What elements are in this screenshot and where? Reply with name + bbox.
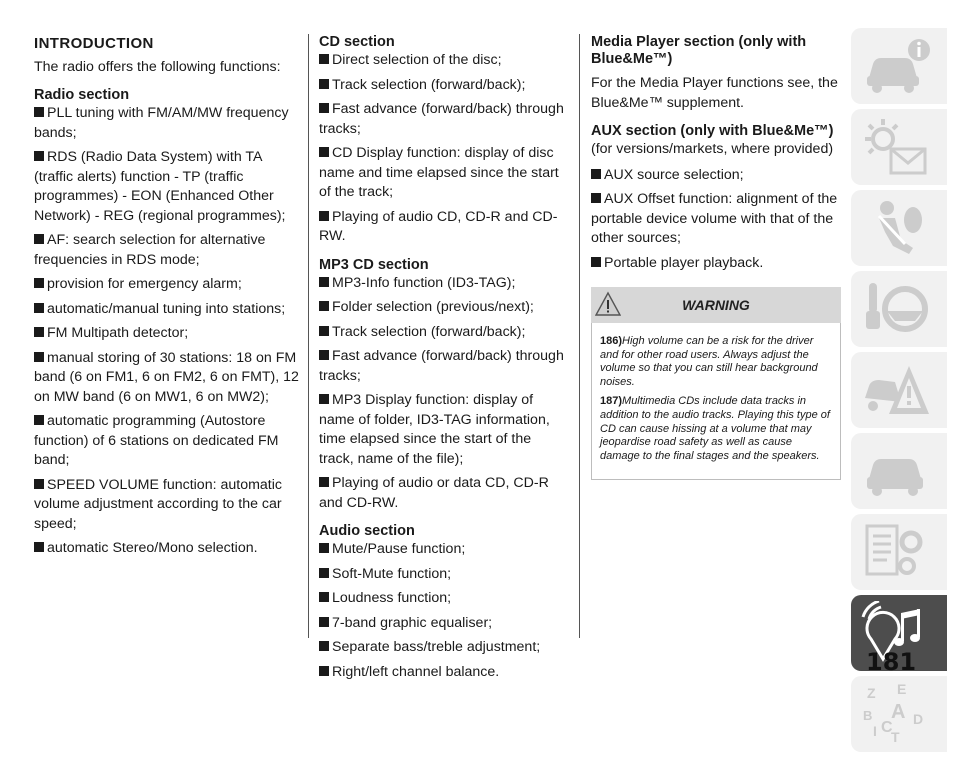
checkbox-bullet-icon (319, 211, 329, 221)
index-icon (861, 682, 931, 746)
checkbox-bullet-icon (34, 415, 44, 425)
svg-text:I: I (873, 723, 877, 739)
list-item: MP3-Info function (ID3-TAG); (319, 274, 569, 294)
warning-lights-icon (861, 115, 931, 179)
cd-section-heading: CD section (319, 34, 395, 50)
checkbox-bullet-icon (34, 107, 44, 117)
checkbox-bullet-icon (34, 151, 44, 161)
tab-emergency[interactable] (851, 352, 947, 428)
cd-list (319, 51, 569, 247)
media-section-heading: Media Player section (only with Blue&Me™) (591, 34, 807, 67)
list-item: Loudness function; (319, 589, 569, 609)
list-item: SPEED VOLUME function: automatic volume adjustment according to the car speed; (34, 476, 282, 532)
warning-item: 186)High volume can be a risk for the driver and for other road users. Always adjust the volume so that you can still hear background noises. (600, 335, 818, 388)
checkbox-bullet-icon (319, 79, 329, 89)
svg-text:T: T (891, 729, 900, 745)
checkbox-bullet-icon (319, 277, 329, 287)
tab-maintenance[interactable] (851, 433, 947, 509)
list-item: Track selection (forward/back); (319, 76, 569, 96)
list-item: automatic/manual tuning into stations; (34, 300, 302, 320)
checkbox-bullet-icon (319, 477, 329, 487)
checkbox-bullet-icon (319, 666, 329, 676)
list-item: Right/left channel balance. (319, 663, 569, 683)
checkbox-bullet-icon (34, 303, 44, 313)
safety-airbag-icon (861, 196, 931, 260)
list-item: Separate bass/treble adjustment; (319, 638, 569, 658)
checkbox-bullet-icon (34, 479, 44, 489)
section-title: INTRODUCTION (34, 35, 154, 52)
checkbox-bullet-icon (319, 543, 329, 553)
list-item: manual storing of 30 stations: 18 on FM band (6 on FM1, 6 on FM2, 6 on FMT), 12 on MW band (6 on MW1, 6 on MW2); (34, 349, 299, 405)
list-item: Portable player playback. (591, 254, 841, 274)
list-item: 7-band graphic equaliser; (319, 614, 569, 634)
warning-body (591, 323, 841, 480)
column-media-aux (591, 34, 841, 480)
list-item: CD Display function: display of disc name and time elapsed since the start of the track; (319, 145, 559, 200)
svg-text:B: B (863, 708, 873, 723)
svg-text:C: C (881, 719, 893, 736)
list-item: FM Multipath detector; (34, 324, 302, 344)
list-item: AUX source selection; (591, 166, 841, 186)
tab-starting-driving[interactable] (851, 271, 947, 347)
radio-section-heading: Radio section (34, 87, 130, 103)
warning-title: WARNING (682, 297, 750, 313)
mp3-section-heading: MP3 CD section (319, 256, 429, 273)
checkbox-bullet-icon (319, 641, 329, 651)
list-item: MP3 Display function: display of name of folder, ID3-TAG information, time elapsed since the start of the track, name of the file); (319, 392, 550, 467)
tab-safety[interactable] (851, 190, 947, 266)
technical-data-icon (861, 520, 931, 584)
column-introduction (34, 34, 302, 564)
aux-section-heading: AUX section (only with Blue&Me™) (591, 123, 834, 139)
car-info-icon (861, 34, 931, 98)
list-item: Fast advance (forward/back) through tracks; (319, 348, 564, 384)
warning-triangle-icon (595, 291, 621, 317)
checkbox-bullet-icon (319, 617, 329, 627)
checkbox-bullet-icon (319, 568, 329, 578)
checkbox-bullet-icon (591, 169, 601, 179)
checkbox-bullet-icon (319, 592, 329, 602)
checkbox-bullet-icon (591, 257, 601, 267)
column-divider-2 (579, 34, 580, 638)
list-item: Mute/Pause function; (319, 540, 569, 560)
warning-header (591, 287, 841, 323)
checkbox-bullet-icon (34, 327, 44, 337)
mp3-list (319, 274, 569, 514)
svg-text:A: A (891, 701, 906, 723)
list-item: Fast advance (forward/back) through tracks; (319, 101, 564, 137)
intro-text: The radio offers the following functions: (34, 58, 281, 75)
checkbox-bullet-icon (591, 193, 601, 203)
maintenance-car-icon (861, 439, 931, 503)
checkbox-bullet-icon (319, 103, 329, 113)
starting-driving-icon (861, 277, 931, 341)
tab-index[interactable] (851, 676, 947, 752)
audio-list (319, 540, 569, 682)
column-divider-1 (308, 34, 309, 638)
aux-list (591, 166, 841, 274)
checkbox-bullet-icon (34, 352, 44, 362)
list-item: AUX Offset function: alignment of the portable device volume with that of the other sources; (591, 191, 838, 246)
checkbox-bullet-icon (319, 54, 329, 64)
checkbox-bullet-icon (319, 147, 329, 157)
list-item: AF: search selection for alternative frequencies in RDS mode; (34, 232, 266, 268)
svg-text:E: E (897, 682, 907, 697)
list-item: Track selection (forward/back); (319, 323, 569, 343)
checkbox-bullet-icon (34, 542, 44, 552)
warning-item: 187)Multimedia CDs include data tracks in addition to the audio tracks. Playing this type of CD can cause hissing at a volume that may jeopardise road safety as well as cause damage to the final stages and the speakers. (600, 395, 830, 462)
svg-text:Z: Z (867, 685, 876, 701)
list-item: Direct selection of the disc; (319, 51, 569, 71)
page-number: 181 (866, 648, 917, 676)
aux-note: (for versions/markets, where provided) (591, 141, 834, 157)
list-item: automatic Stereo/Mono selection. (34, 539, 302, 559)
tab-warning-lights[interactable] (851, 109, 947, 185)
checkbox-bullet-icon (319, 326, 329, 336)
list-item: Playing of audio CD, CD-R and CD-RW. (319, 208, 558, 244)
tab-car-info[interactable] (851, 28, 947, 104)
audio-section-heading: Audio section (319, 523, 415, 539)
checkbox-bullet-icon (319, 301, 329, 311)
media-text: For the Media Player functions see, the Blue&Me™ supplement. (591, 75, 838, 111)
list-item: Soft-Mute function; (319, 565, 569, 585)
list-item: Playing of audio or data CD, CD-R and CD-RW. (319, 475, 549, 511)
list-item: PLL tuning with FM/AM/MW frequency bands; (34, 105, 289, 141)
checkbox-bullet-icon (34, 234, 44, 244)
svg-text:D: D (913, 711, 924, 727)
tab-technical-data[interactable] (851, 514, 947, 590)
list-item: Folder selection (previous/next); (319, 298, 569, 318)
emergency-icon (861, 358, 931, 422)
list-item: provision for emergency alarm; (34, 275, 302, 295)
list-item: RDS (Radio Data System) with TA (traffic alerts) function - TP (traffic programmes) - EON (Enhanced Other Network) - REG (regional programmes); (34, 149, 286, 224)
column-cd-audio (319, 34, 569, 687)
list-item: automatic programming (Autostore function) of 6 stations on dedicated FM band; (34, 413, 279, 468)
checkbox-bullet-icon (319, 350, 329, 360)
checkbox-bullet-icon (34, 278, 44, 288)
checkbox-bullet-icon (319, 394, 329, 404)
radio-list (34, 104, 302, 559)
